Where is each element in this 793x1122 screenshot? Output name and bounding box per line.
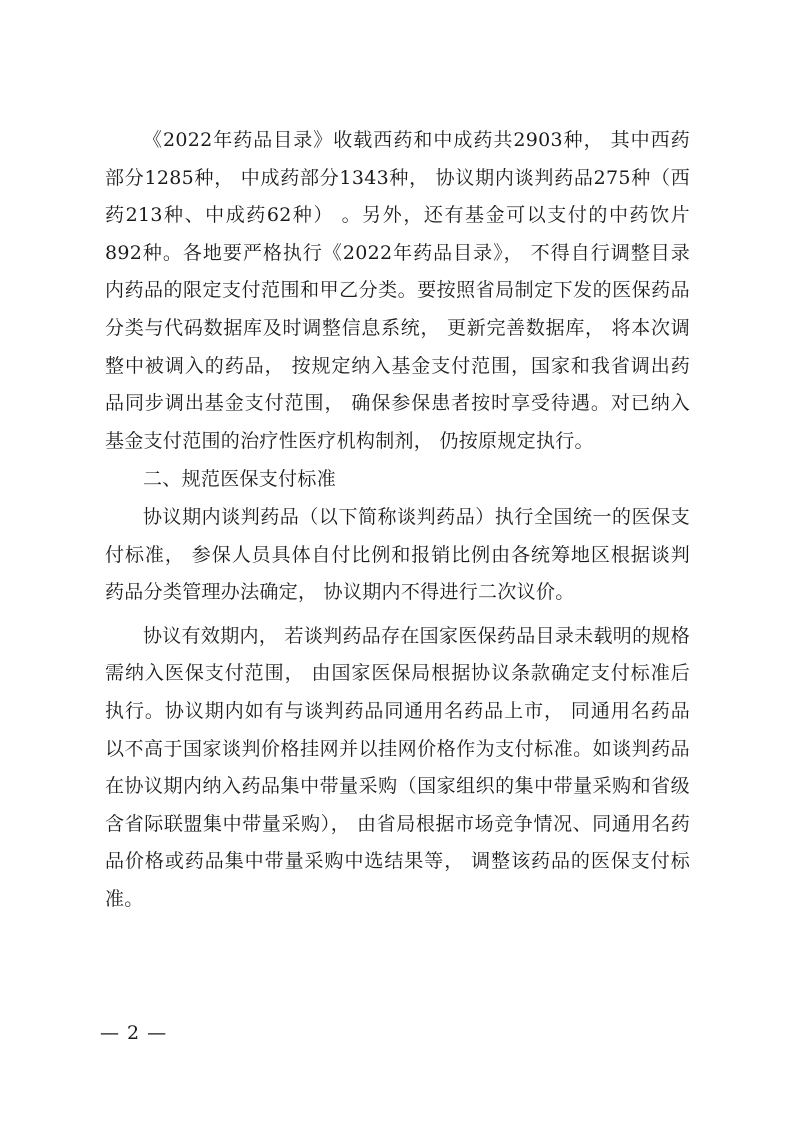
paragraph-drug-catalog: 《2022年药品目录》收载西药和中成药共2903种， 其中西药部分1285种， 中成药部分1343种， 协议期内谈判药品275种（西药213种、中成药62种） 。另外，还有基金可以支付的中药饮片892种。各地要严格执行《2022年药品目录》， 不得自行调整目录内药品的限定支付范围和甲乙分类。要按照省局制定下发的医保药品分类与代码数据库及时调整信息系统， 更新完善数据库， 将本次调整中被调入的药品， 按规定纳入基金支付范围，国家和我省调出药品同步调出基金支付范围， 确保参保患者按时享受待遇。对已纳入基金支付范围的治疗性医疗机构制剂， 仍按原规定执行。 — [105, 129, 690, 452]
paragraph-negotiated-drugs: 协议期内谈判药品（以下简称谈判药品）执行全国统一的医保支付标准， 参保人员具体自付比例和报销比例由各统筹地区根据谈判药品分类管理办法确定， 协议期内不得进行二次议价。 — [105, 505, 690, 604]
page-number: — 2 — — [100, 1022, 168, 1044]
paragraph-agreement-period: 协议有效期内， 若谈判药品存在国家医保药品目录未载明的规格需纳入医保支付范围， 由国家医保局根据协议条款确定支付标准后执行。协议期内如有与谈判药品同通用名药品上市， 同通用名药品以不高于国家谈判价格挂网并以挂网价格作为支付标准。如谈判药品在协议期内纳入药品集中带量采购（国家组织的集中带量采购和省级含省际联盟集中带量采购）， 由省局根据市场竞争情况、同通用名药品价格或药品集中带量采购中选结果等， 调整该药品的医保支付标准。 — [105, 624, 690, 910]
section-heading-payment-standard: 二、规范医保支付标准 — [143, 468, 337, 491]
document-body — [105, 122, 690, 918]
